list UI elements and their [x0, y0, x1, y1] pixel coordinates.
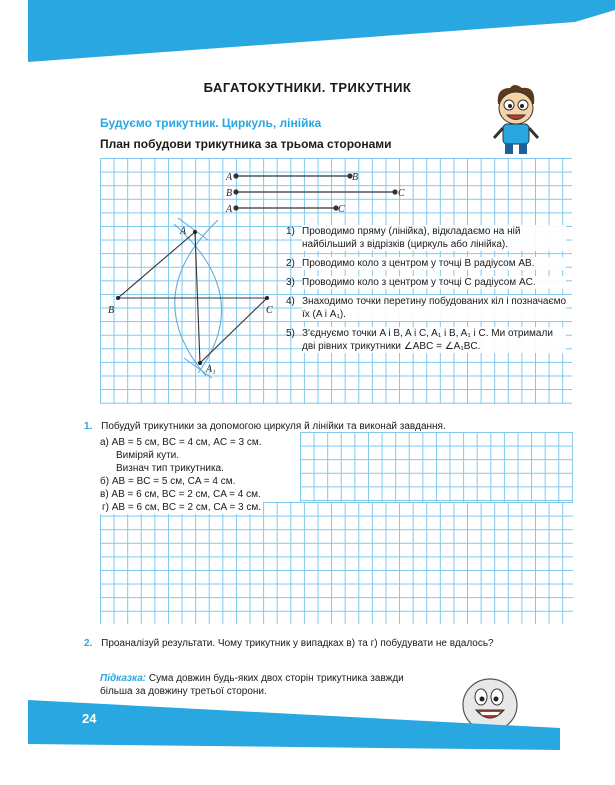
task-1-items [100, 436, 300, 514]
step-4 [286, 295, 566, 321]
page-number: 24 [82, 711, 97, 726]
step-text: Проводимо пряму (лінійка), відкладаємо на ній найбільший з відрізків (циркуль або лінійка). [302, 225, 566, 251]
seg3-end: C [338, 204, 345, 215]
point-a-label: A [180, 226, 187, 237]
step-number: 2) [286, 258, 295, 269]
answer-grid-top [300, 432, 573, 502]
seg3-start: A [226, 204, 233, 215]
task-1-text: Побудуй трикутники за допомогою циркуля й лінійки та виконай завдання. [101, 421, 446, 432]
step-number: 3) [286, 277, 295, 288]
task-2 [84, 637, 574, 650]
step-number: 5) [286, 328, 295, 339]
page-title: БАГАТОКУТНИКИ. ТРИКУТНИК [203, 80, 412, 95]
task-1-item-d: г) AB = 6 см, BC = 2 см, CA = 3 см. [102, 502, 262, 513]
step-1 [286, 225, 566, 251]
section-subtitle: Будуємо трикутник. Циркуль, лінійка [100, 116, 322, 130]
step-number: 1) [286, 226, 295, 237]
top-banner [0, 0, 615, 70]
step-2 [286, 257, 566, 270]
seg2-end: C [398, 188, 405, 199]
point-b-label: B [108, 305, 115, 316]
bottom-banner [0, 690, 615, 785]
hint-label: Підказка: [100, 673, 147, 684]
answer-grid-bottom [100, 502, 573, 624]
task-1-item-b: б) AB = BC = 5 см, CA = 4 см. [100, 476, 236, 487]
task-2-number: 2. [84, 638, 93, 649]
task-1-item-a-measure: Виміряй кути. [116, 450, 180, 461]
seg2-start: B [226, 188, 233, 199]
step-text: З'єднуємо точки A і B, A і C, A₁ і B, A₁ і C. Ми отримали дві рівних трикутники ∠ABC = ∠A₁BC. [302, 327, 566, 353]
boy-mascot-icon [488, 82, 544, 158]
step-number: 4) [286, 296, 295, 307]
step-5 [286, 327, 566, 353]
step-text: Знаходимо точки перетину побудованих кіл і позначаємо їх (A і A₁). [302, 296, 567, 320]
step-3 [286, 276, 566, 289]
task-1-item-c: в) AB = 6 см, BC = 2 см, CA = 4 см. [100, 489, 261, 500]
task-1-number: 1. [84, 421, 93, 432]
step-text: Проводимо коло з центром у точці B радіусом AB. [302, 257, 566, 270]
seg1-end: B [352, 172, 359, 183]
task-2-text: Проаналізуй результати. Чому трикутник у випадках в) та г) побудувати не вдалось? [101, 638, 494, 649]
task-1-item-a: а) AB = 5 см, BC = 4 см, AC = 3 см. [100, 437, 262, 448]
plan-title: План побудови трикутника за трьома сторонами [100, 137, 392, 151]
hint-text: Сума довжин будь-яких двох сторін трикутника завжди більша за довжину третьої сторони. [100, 673, 404, 697]
task-1-item-a-type: Визнач тип трикутника. [116, 463, 224, 474]
point-a1-label: A₁ [206, 364, 216, 375]
construction-steps [286, 225, 566, 359]
seg1-start: A [226, 172, 233, 183]
step-text: Проводимо коло з центром у точці C радіусом AC. [302, 276, 566, 289]
point-c-label: C [266, 305, 273, 316]
